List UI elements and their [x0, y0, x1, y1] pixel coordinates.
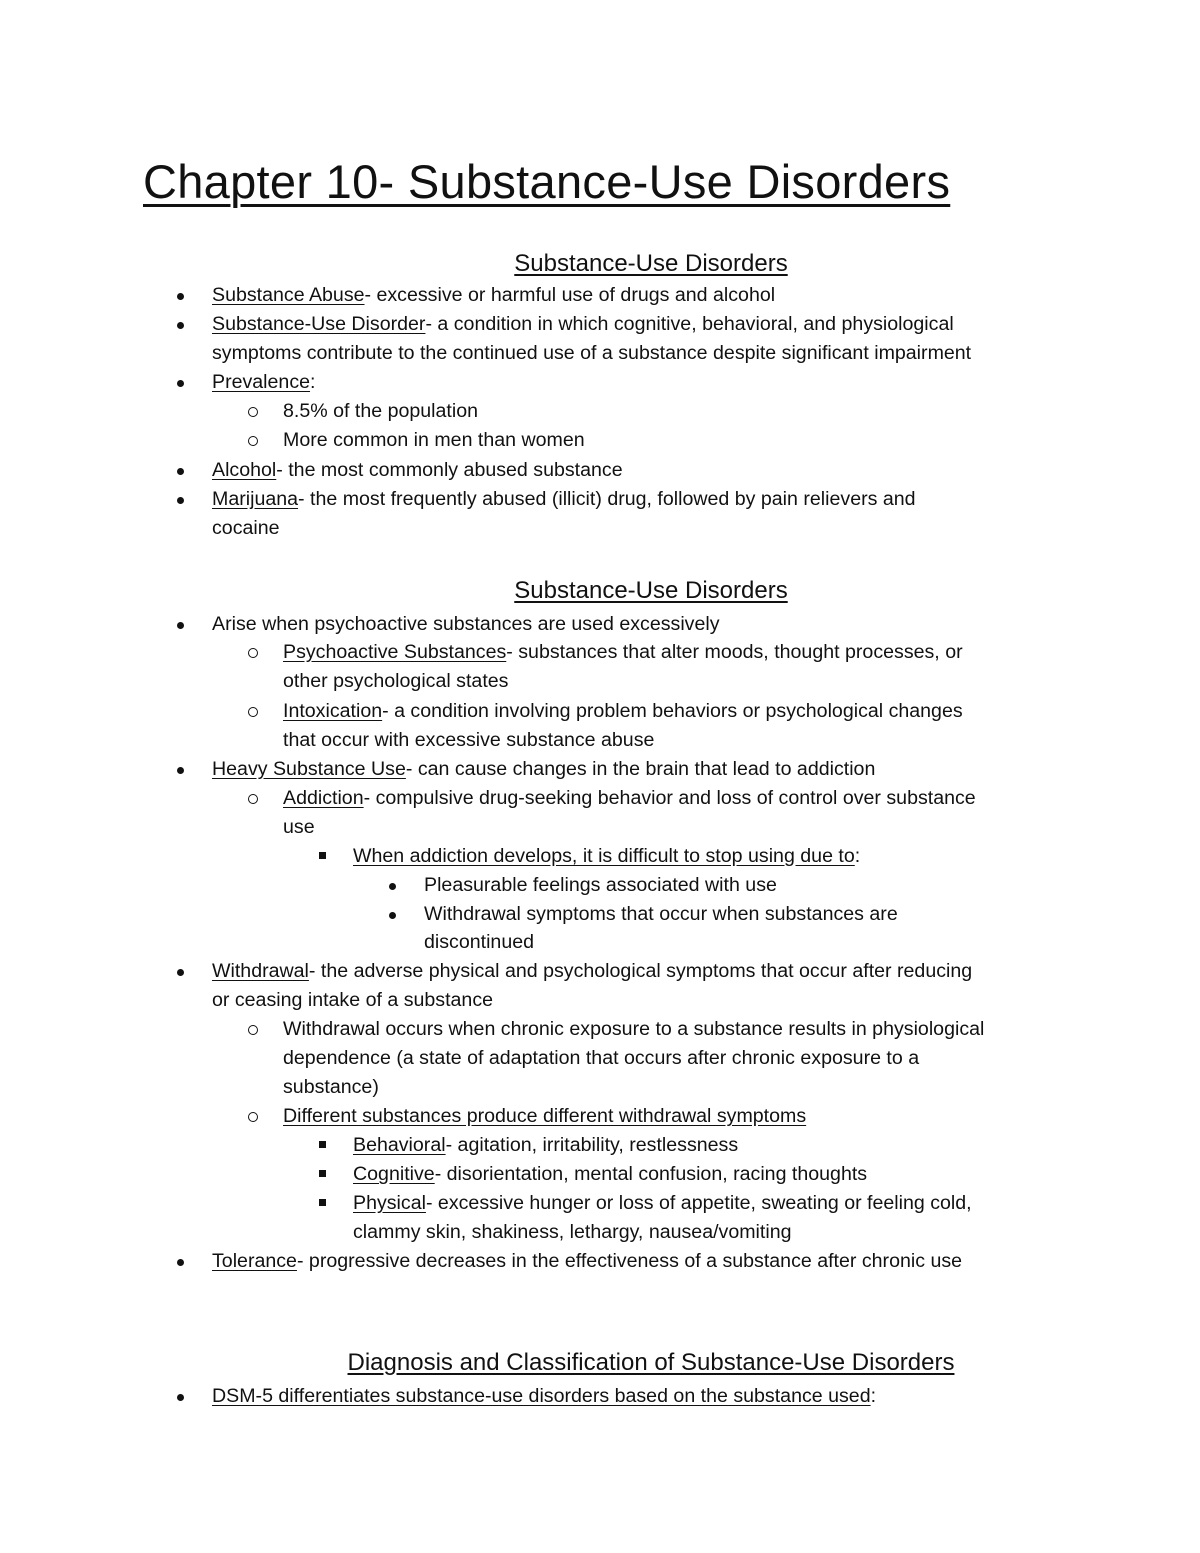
circle-bullet-icon [248, 794, 258, 804]
square-bullet-icon [319, 1141, 326, 1148]
list-item [212, 1247, 962, 1276]
term: Addiction [283, 787, 364, 809]
term: Cognitive [353, 1163, 435, 1185]
list-item [212, 755, 875, 784]
definition: - progressive decreases in the effectiveness of a substance after chronic use [296, 1250, 963, 1272]
sub-list-item: More common in men than women [283, 429, 585, 451]
term: Alcohol [212, 459, 277, 481]
list-item [212, 281, 775, 310]
term: Marijuana [212, 488, 299, 510]
term: Withdrawal [212, 960, 309, 982]
list-item [212, 310, 954, 339]
level4-list-item: Pleasurable feelings associated with use [424, 874, 777, 896]
bullet-icon [389, 883, 396, 890]
term: Behavioral [353, 1134, 446, 1156]
definition: - can cause changes in the brain that lead to addiction [405, 758, 876, 780]
term: Heavy Substance Use [212, 758, 406, 780]
section-heading: Substance-Use Disorders [514, 577, 788, 604]
list-item-continuation: cocaine [212, 517, 280, 539]
term: Different substances produce different withdrawal symptoms [283, 1105, 807, 1127]
sub-list-item-continuation: use [283, 816, 315, 838]
list-item [212, 456, 623, 485]
definition: - excessive or harmful use of drugs and alcohol [364, 284, 776, 306]
circle-bullet-icon [248, 407, 258, 417]
sub-list-item: 8.5% of the population [283, 400, 478, 422]
circle-bullet-icon [248, 1025, 258, 1035]
bullet-icon [177, 322, 184, 329]
term: Intoxication [283, 700, 383, 722]
list-item [212, 368, 315, 397]
bullet-icon [177, 468, 184, 475]
term: When addiction develops, it is difficult to stop using due to [353, 845, 855, 867]
circle-bullet-icon [248, 1112, 258, 1122]
list-item-continuation: symptoms contribute to the continued use of a substance despite significant impairment [212, 342, 972, 364]
definition: : [854, 845, 861, 867]
bullet-icon [177, 622, 184, 629]
bullet-icon [177, 767, 184, 774]
definition: - the most commonly abused substance [276, 459, 623, 481]
bullet-icon [177, 497, 184, 504]
sub-sub-list-item [353, 1131, 738, 1160]
term: Prevalence [212, 371, 311, 393]
term: Tolerance [212, 1250, 297, 1272]
list-item [212, 485, 916, 514]
sub-sub-list-item-continuation: clammy skin, shakiness, lethargy, nausea/vomiting [353, 1221, 792, 1243]
term: Substance-Use Disorder [212, 313, 426, 335]
sub-sub-list-item [353, 1189, 972, 1218]
definition: - a condition in which cognitive, behavioral, and physiological [425, 313, 954, 335]
bullet-icon [177, 969, 184, 976]
definition: - agitation, irritability, restlessness [445, 1134, 739, 1156]
definition: : [870, 1385, 877, 1407]
term: DSM-5 differentiates substance-use disorders based on the substance used [212, 1385, 871, 1407]
circle-bullet-icon [248, 436, 258, 446]
bullet-icon [177, 1394, 184, 1401]
definition: - the adverse physical and psychological symptoms that occur after reducing [308, 960, 973, 982]
square-bullet-icon [319, 852, 326, 859]
circle-bullet-icon [248, 707, 258, 717]
list-item [212, 1382, 876, 1411]
definition: - disorientation, mental confusion, racing thoughts [434, 1163, 868, 1185]
sub-sub-list-item [353, 1160, 867, 1189]
definition: - compulsive drug-seeking behavior and loss of control over substance [363, 787, 976, 809]
document-title: Chapter 10- Substance-Use Disorders [143, 155, 951, 208]
sub-list-item-continuation: substance) [283, 1076, 379, 1098]
bullet-icon [177, 380, 184, 387]
list-item: Arise when psychoactive substances are used excessively [212, 613, 720, 635]
bullet-icon [177, 1259, 184, 1266]
section-heading: Substance-Use Disorders [514, 250, 788, 277]
section-heading: Diagnosis and Classification of Substance-Use Disorders [347, 1349, 955, 1376]
definition: - excessive hunger or loss of appetite, sweating or feeling cold, [425, 1192, 972, 1214]
term: Physical [353, 1192, 426, 1214]
definition: : [310, 371, 316, 393]
sub-list-item [283, 697, 963, 726]
list-item-continuation: or ceasing intake of a substance [212, 989, 494, 1011]
sub-list-item: Withdrawal occurs when chronic exposure to a substance results in physiological [283, 1018, 985, 1040]
definition: - the most frequently abused (illicit) drug, followed by pain relievers and [298, 488, 916, 510]
sub-list-item-continuation: that occur with excessive substance abuse [283, 729, 655, 751]
sub-list-item-continuation: dependence (a state of adaptation that occurs after chronic exposure to a [283, 1047, 920, 1069]
sub-sub-list-item [353, 842, 860, 871]
definition: - a condition involving problem behaviors or psychological changes [382, 700, 963, 722]
square-bullet-icon [319, 1170, 326, 1177]
level4-list-item: Withdrawal symptoms that occur when substances are [424, 903, 898, 925]
sub-list-item [283, 784, 976, 813]
square-bullet-icon [319, 1199, 326, 1206]
bullet-icon [177, 293, 184, 300]
level4-list-item-continuation: discontinued [424, 931, 535, 953]
list-item [212, 957, 972, 986]
circle-bullet-icon [248, 648, 258, 658]
sub-list-item [283, 1102, 806, 1131]
definition: - substances that alter moods, thought processes, or [506, 641, 963, 663]
term: Substance Abuse [212, 284, 365, 306]
sub-list-item [283, 638, 963, 667]
bullet-icon [389, 912, 396, 919]
sub-list-item-continuation: other psychological states [283, 670, 509, 692]
term: Psychoactive Substances [283, 641, 507, 663]
